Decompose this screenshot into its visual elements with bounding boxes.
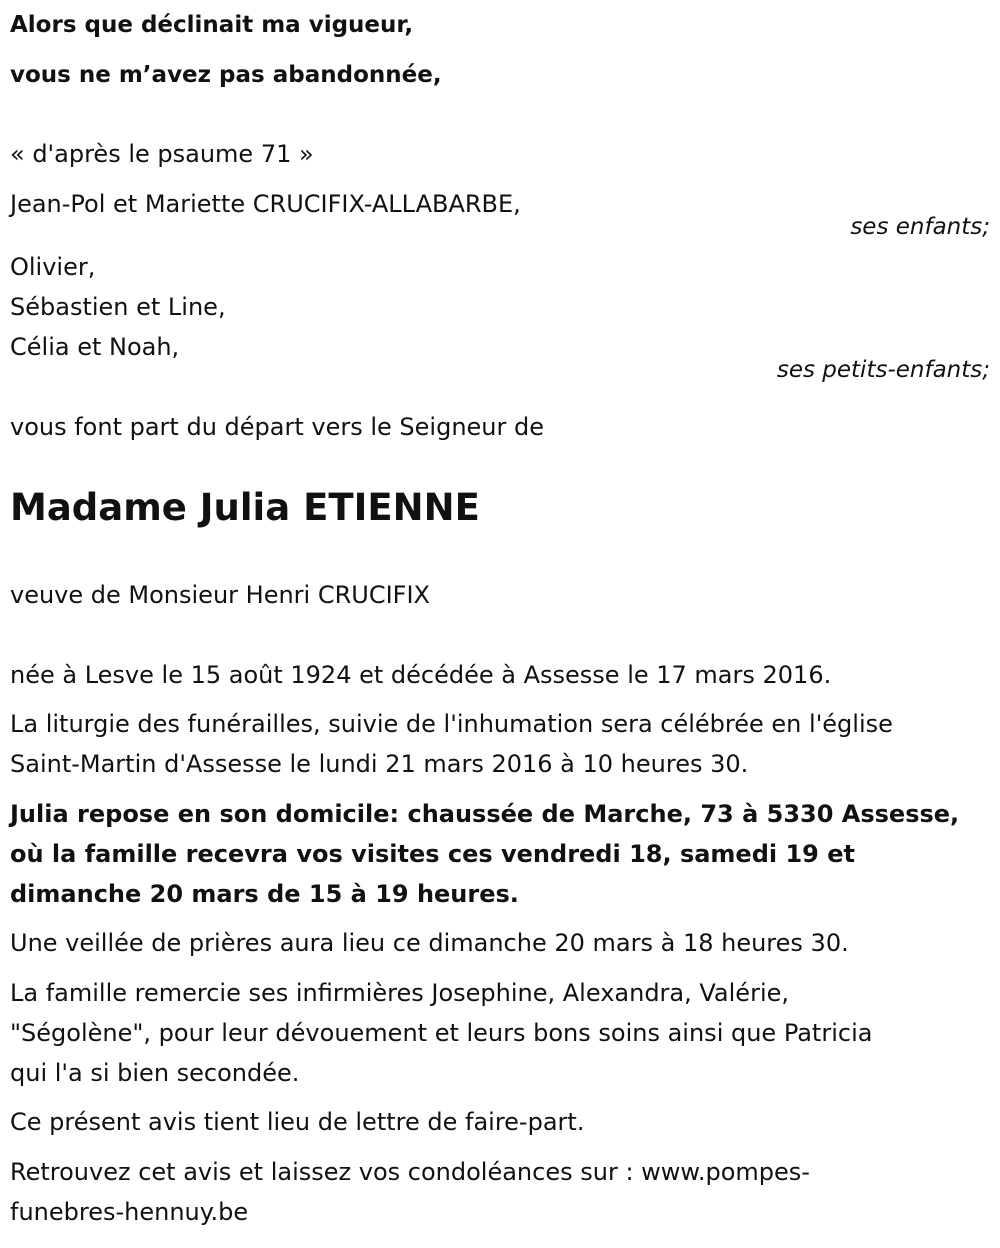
grandchildren-role: ses petits-enfants; xyxy=(776,357,990,383)
condolences-link: funebres-hennuy.be xyxy=(10,1198,249,1226)
grandchild-3: Célia et Noah, xyxy=(10,333,180,361)
psalm-source: « d'après le psaume 71 » xyxy=(10,140,314,168)
widow-of: veuve de Monsieur Henri CRUCIFIX xyxy=(10,581,430,609)
liturgy-line-2: Saint-Martin d'Assesse le lundi 21 mars 2016 à 10 heures 30. xyxy=(10,750,749,778)
thanks-line-2: "Ségolène", pour leur dévouement et leurs bons soins ainsi que Patricia xyxy=(10,1019,873,1047)
thanks-paragraph xyxy=(10,973,872,1093)
notice: Ce présent avis tient lieu de lettre de faire-part. xyxy=(10,1108,585,1136)
rest-line-3: dimanche 20 mars de 15 à 19 heures. xyxy=(10,880,519,908)
thanks-line-1: La famille remercie ses infirmières Josephine, Alexandra, Valérie, xyxy=(10,979,790,1007)
liturgy-line-1: La liturgie des funérailles, suivie de l'inhumation sera célébrée en l'église xyxy=(10,710,893,738)
deceased-name: Madame Julia ETIENNE xyxy=(10,486,480,529)
children-names: Jean-Pol et Mariette CRUCIFIX-ALLABARBE, xyxy=(10,190,521,218)
condolences-line-1: Retrouvez cet avis et laissez vos condoléances sur : www.pompes- xyxy=(10,1158,810,1186)
announcement: vous font part du départ vers le Seigneur de xyxy=(10,413,544,441)
thanks-line-3: qui l'a si bien secondée. xyxy=(10,1059,300,1087)
condolences-paragraph xyxy=(10,1152,810,1232)
rest-line-2: où la famille recevra vos visites ces vendredi 18, samedi 19 et xyxy=(10,840,855,868)
rest-paragraph xyxy=(10,794,959,914)
vigil: Une veillée de prières aura lieu ce dimanche 20 mars à 18 heures 30. xyxy=(10,929,849,957)
epigraph-line-1: Alors que déclinait ma vigueur, xyxy=(10,12,414,38)
children-role: ses enfants; xyxy=(850,214,990,240)
epigraph-line-2: vous ne m’avez pas abandonnée, xyxy=(10,62,442,88)
grandchild-2: Sébastien et Line, xyxy=(10,293,226,321)
liturgy-paragraph xyxy=(10,704,893,784)
rest-line-1: Julia repose en son domicile: chaussée de Marche, 73 à 5330 Assesse, xyxy=(10,800,960,828)
birth-death: née à Lesve le 15 août 1924 et décédée à Assesse le 17 mars 2016. xyxy=(10,661,832,689)
grandchild-1: Olivier, xyxy=(10,253,96,281)
